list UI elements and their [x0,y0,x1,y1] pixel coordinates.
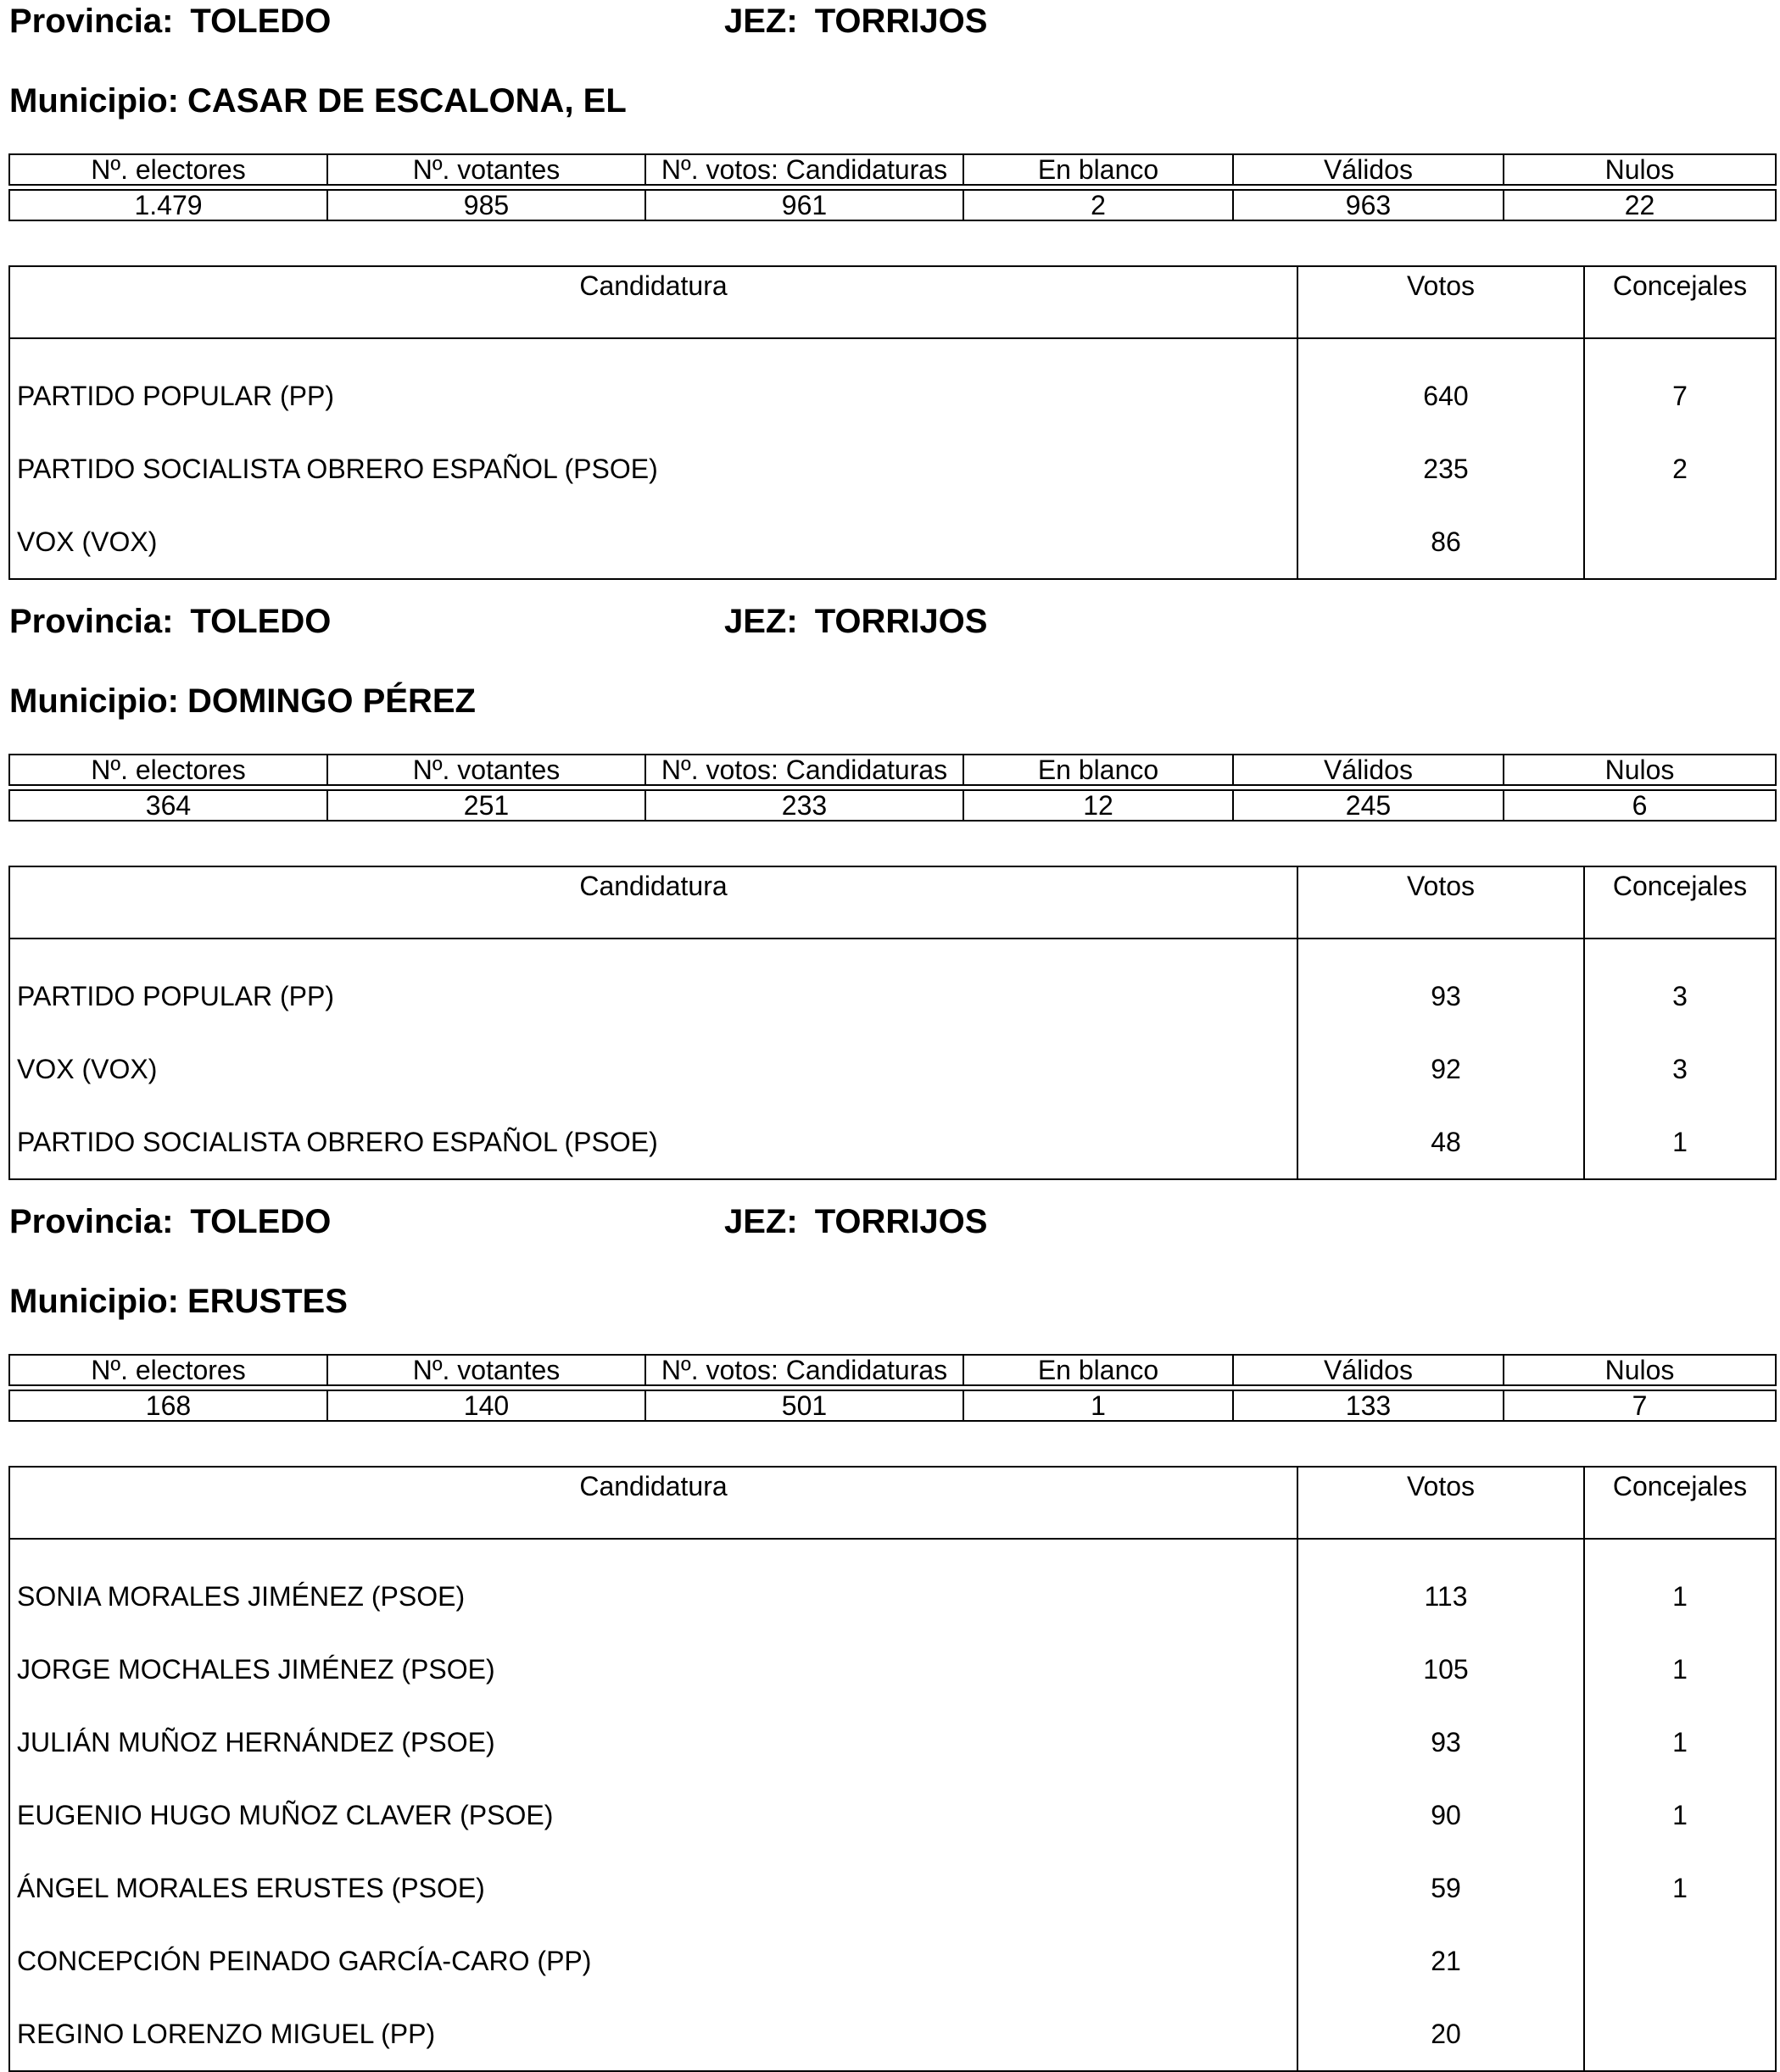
value-validos: 963 [1233,190,1504,220]
value-en-blanco: 12 [963,790,1233,821]
concejales-value: 1 [1584,1706,1776,1779]
jez-heading: JEZ: TORRIJOS [724,1203,988,1240]
candidatura-name: ÁNGEL MORALES ERUSTES (PSOE) [9,1852,1297,1924]
table-row [9,432,1776,505]
header-en-blanco: En blanco [963,154,1233,185]
municipio-section-3 [0,1200,1780,2051]
votos-value: 93 [1297,939,1584,1033]
candidatura-name: PARTIDO SOCIALISTA OBRERO ESPAÑOL (PSOE) [9,1106,1297,1179]
table-row [9,1924,1776,1997]
table-row [9,1033,1776,1106]
table-row [9,1997,1776,2071]
table-row [9,1779,1776,1852]
value-votantes: 985 [327,190,645,220]
header-validos: Válidos [1233,755,1504,785]
value-electores: 364 [9,790,327,821]
candidatura-name: EUGENIO HUGO MUÑOZ CLAVER (PSOE) [9,1779,1297,1852]
votos-value: 92 [1297,1033,1584,1106]
provincia-heading: Provincia: TOLEDO [9,1203,332,1240]
value-votantes: 140 [327,1390,645,1421]
candidatura-name: PARTIDO SOCIALISTA OBRERO ESPAÑOL (PSOE) [9,432,1297,505]
municipio-heading: Municipio: ERUSTES [9,1283,348,1320]
summary-table [8,754,1777,822]
header-electores: Nº. electores [9,1355,327,1385]
header-votos-candidaturas: Nº. votos: Candidaturas [645,154,963,185]
value-electores: 1.479 [9,190,327,220]
header-votos: Votos [1297,1467,1584,1539]
municipio-value: ERUSTES [187,1283,348,1320]
candidatura-name: VOX (VOX) [9,505,1297,579]
candidatura-name: REGINO LORENZO MIGUEL (PP) [9,1997,1297,2071]
votos-value: 105 [1297,1633,1584,1706]
municipio-heading: Municipio: CASAR DE ESCALONA, EL [9,82,627,120]
results-table [8,265,1777,580]
concejales-value: 3 [1584,939,1776,1033]
votos-value: 90 [1297,1779,1584,1852]
header-candidatura: Candidatura [9,866,1297,939]
municipio-section-1 [0,0,1780,600]
header-validos: Válidos [1233,154,1504,185]
table-row [9,338,1776,432]
votos-value: 21 [1297,1924,1584,1997]
votos-value: 93 [1297,1706,1584,1779]
results-table [8,1466,1777,2072]
jez-heading: JEZ: TORRIJOS [724,603,988,640]
candidatura-name: JORGE MOCHALES JIMÉNEZ (PSOE) [9,1633,1297,1706]
concejales-value: 1 [1584,1852,1776,1924]
value-nulos: 7 [1504,1390,1776,1421]
header-electores: Nº. electores [9,755,327,785]
jez-value: TORRIJOS [814,603,988,640]
header-en-blanco: En blanco [963,1355,1233,1385]
candidatura-name: CONCEPCIÓN PEINADO GARCÍA-CARO (PP) [9,1924,1297,1997]
value-validos: 245 [1233,790,1504,821]
provincia-heading: Provincia: TOLEDO [9,603,332,640]
value-electores: 168 [9,1390,327,1421]
concejales-value: 7 [1584,338,1776,432]
header-concejales: Concejales [1584,866,1776,939]
header-validos: Válidos [1233,1355,1504,1385]
header-nulos: Nulos [1504,755,1776,785]
table-row [9,1706,1776,1779]
concejales-value: 2 [1584,432,1776,505]
concejales-value: 1 [1584,1779,1776,1852]
concejales-value: 1 [1584,1539,1776,1633]
value-votantes: 251 [327,790,645,821]
candidatura-name: PARTIDO POPULAR (PP) [9,939,1297,1033]
votos-value: 640 [1297,338,1584,432]
table-row [9,1539,1776,1633]
jez-value: TORRIJOS [814,3,988,40]
provincia-value: TOLEDO [190,1203,332,1240]
concejales-value [1584,1924,1776,1997]
table-row [9,939,1776,1033]
concejales-value: 3 [1584,1033,1776,1106]
header-votantes: Nº. votantes [327,755,645,785]
header-votantes: Nº. votantes [327,1355,645,1385]
summary-table [8,153,1777,221]
votos-value: 235 [1297,432,1584,505]
jez-heading: JEZ: TORRIJOS [724,3,988,40]
provincia-value: TOLEDO [190,603,332,640]
table-row [9,1106,1776,1179]
value-votos-candidaturas: 233 [645,790,963,821]
summary-table [8,1354,1777,1422]
votos-value: 20 [1297,1997,1584,2071]
value-votos-candidaturas: 501 [645,1390,963,1421]
provincia-value: TOLEDO [190,3,332,40]
value-validos: 133 [1233,1390,1504,1421]
header-votos-candidaturas: Nº. votos: Candidaturas [645,755,963,785]
value-votos-candidaturas: 961 [645,190,963,220]
results-table [8,866,1777,1180]
value-nulos: 6 [1504,790,1776,821]
municipio-value: DOMINGO PÉREZ [187,682,476,720]
header-concejales: Concejales [1584,1467,1776,1539]
header-votantes: Nº. votantes [327,154,645,185]
votos-value: 86 [1297,505,1584,579]
header-votos: Votos [1297,266,1584,338]
header-en-blanco: En blanco [963,755,1233,785]
municipio-section-2 [0,600,1780,1200]
municipio-value: CASAR DE ESCALONA, EL [187,82,627,120]
concejales-value [1584,505,1776,579]
table-row [9,1633,1776,1706]
candidatura-name: VOX (VOX) [9,1033,1297,1106]
candidatura-name: JULIÁN MUÑOZ HERNÁNDEZ (PSOE) [9,1706,1297,1779]
header-candidatura: Candidatura [9,266,1297,338]
header-nulos: Nulos [1504,1355,1776,1385]
provincia-heading: Provincia: TOLEDO [9,3,332,40]
header-candidatura: Candidatura [9,1467,1297,1539]
value-en-blanco: 2 [963,190,1233,220]
value-nulos: 22 [1504,190,1776,220]
candidatura-name: SONIA MORALES JIMÉNEZ (PSOE) [9,1539,1297,1633]
jez-value: TORRIJOS [814,1203,988,1240]
votos-value: 113 [1297,1539,1584,1633]
concejales-value [1584,1997,1776,2071]
header-votos-candidaturas: Nº. votos: Candidaturas [645,1355,963,1385]
concejales-value: 1 [1584,1633,1776,1706]
header-concejales: Concejales [1584,266,1776,338]
candidatura-name: PARTIDO POPULAR (PP) [9,338,1297,432]
table-row [9,1852,1776,1924]
municipio-heading: Municipio: DOMINGO PÉREZ [9,682,476,720]
header-nulos: Nulos [1504,154,1776,185]
concejales-value: 1 [1584,1106,1776,1179]
table-row [9,505,1776,579]
header-electores: Nº. electores [9,154,327,185]
votos-value: 59 [1297,1852,1584,1924]
header-votos: Votos [1297,866,1584,939]
votos-value: 48 [1297,1106,1584,1179]
value-en-blanco: 1 [963,1390,1233,1421]
